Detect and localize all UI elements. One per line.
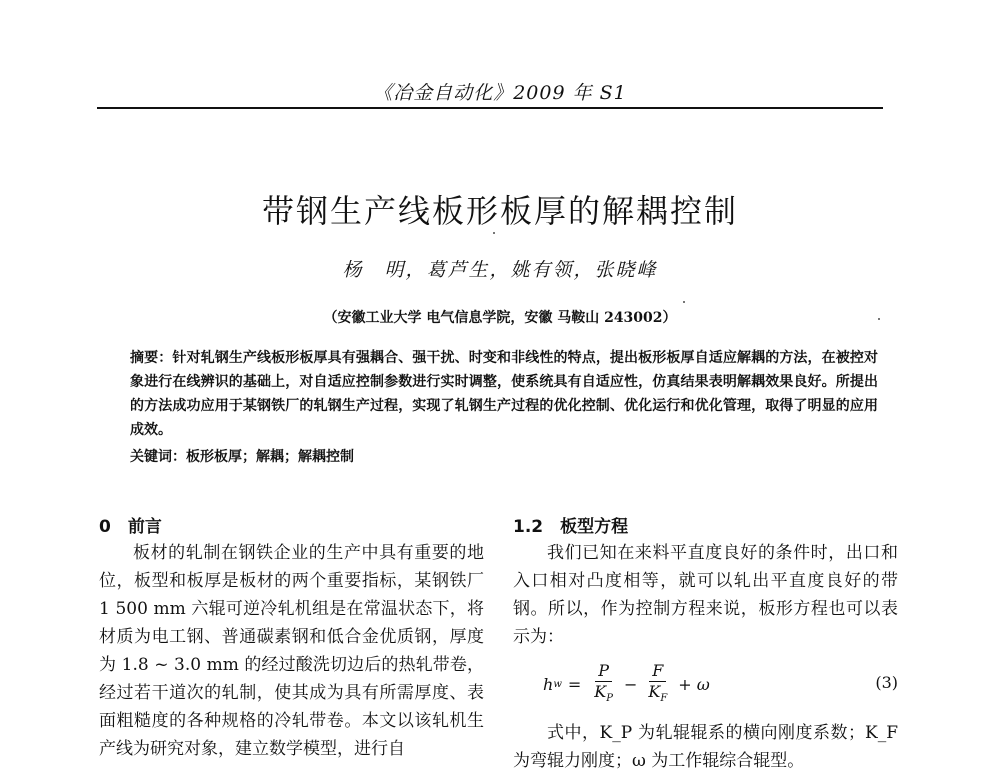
- scan-speck: [493, 232, 495, 234]
- eq-plus-term: + ω: [678, 675, 710, 695]
- keywords-text: 板形板厚；解耦；解耦控制: [186, 449, 354, 465]
- abstract-label: 摘要：: [130, 350, 173, 366]
- equation-body: [543, 661, 710, 709]
- eq-frac2-den: $K_F$: [648, 682, 668, 705]
- equation-explanation: 式中，K_P 为轧辊辊系的横向刚度系数；K_F 为弯辊力刚度；ω 为工作辊综合辊型。: [513, 723, 898, 771]
- scan-speck: [683, 301, 685, 303]
- right-column: [513, 513, 898, 775]
- keywords-label: 关键词：: [130, 449, 186, 465]
- affiliation: （安徽工业大学 电气信息学院，安徽 马鞍山 243002）: [323, 310, 677, 326]
- section-heading-shape-equation: 1.2 板型方程: [513, 517, 629, 537]
- equation-3: [513, 655, 898, 715]
- eq-equals: =: [567, 675, 582, 695]
- left-column: [99, 513, 484, 763]
- keywords: [130, 446, 878, 466]
- eq-fraction-2: [645, 661, 670, 709]
- paper-title: 带钢生产线板形板厚的解耦控制: [261, 192, 738, 230]
- eq-frac2-num: F: [649, 661, 666, 682]
- eq-frac1-num: P: [595, 661, 612, 682]
- running-header: 《冶金自动化》2009 年 S1: [373, 82, 627, 104]
- eq-minus: −: [623, 675, 638, 695]
- header-rule: [97, 107, 883, 109]
- introduction-paragraph: 板材的轧制在钢铁企业的生产中具有重要的地位，板型和板厚是板材的两个重要指标，某钢铁厂 1 500 mm 六辊可逆冷轧机组是在常温状态下，将材质为电工钢、普通碳素钢和低合金优质钢，厚度为 1.8 ~ 3.0 mm 的经过酸洗切边后的热轧带卷，经过若干道次的轧制，使其成为具有所需厚度、表面粗糙度的各种规格的冷轧带卷。本文以该轧机生产线为研究对象，建立数学模型，进行自: [99, 543, 484, 759]
- eq-lhs-sub: w: [553, 679, 562, 691]
- abstract: [130, 346, 878, 442]
- authors: 杨 明，葛芦生，姚有领，张晓峰: [342, 259, 658, 281]
- eq-fraction-1: [591, 661, 616, 709]
- eq-lhs: h: [543, 675, 554, 695]
- section-heading-introduction: 0 前言: [99, 517, 162, 537]
- scan-speck: [878, 318, 880, 320]
- abstract-text: 针对轧钢生产线板形板厚具有强耦合、强干扰、时变和非线性的特点，提出板形板厚自适应解耦的方法，在被控对象进行在线辨识的基础上，对自适应控制参数进行实时调整，使系统具有自适应性，仿真结果表明解耦效果良好。所提出的方法成功应用于某钢铁厂的轧钢生产过程，实现了轧钢生产过程的优化控制、优化运行和优化管理，取得了明显的应用成效。: [130, 350, 879, 438]
- eq-frac1-den: $K_P$: [594, 682, 613, 705]
- equation-number: (3): [875, 673, 898, 692]
- shape-equation-paragraph: 我们已知在来料平直度良好的条件时，出口和入口相对凸度相等，就可以轧出平直度良好的带钢。所以，作为控制方程来说，板形方程也可以表示为：: [513, 543, 898, 647]
